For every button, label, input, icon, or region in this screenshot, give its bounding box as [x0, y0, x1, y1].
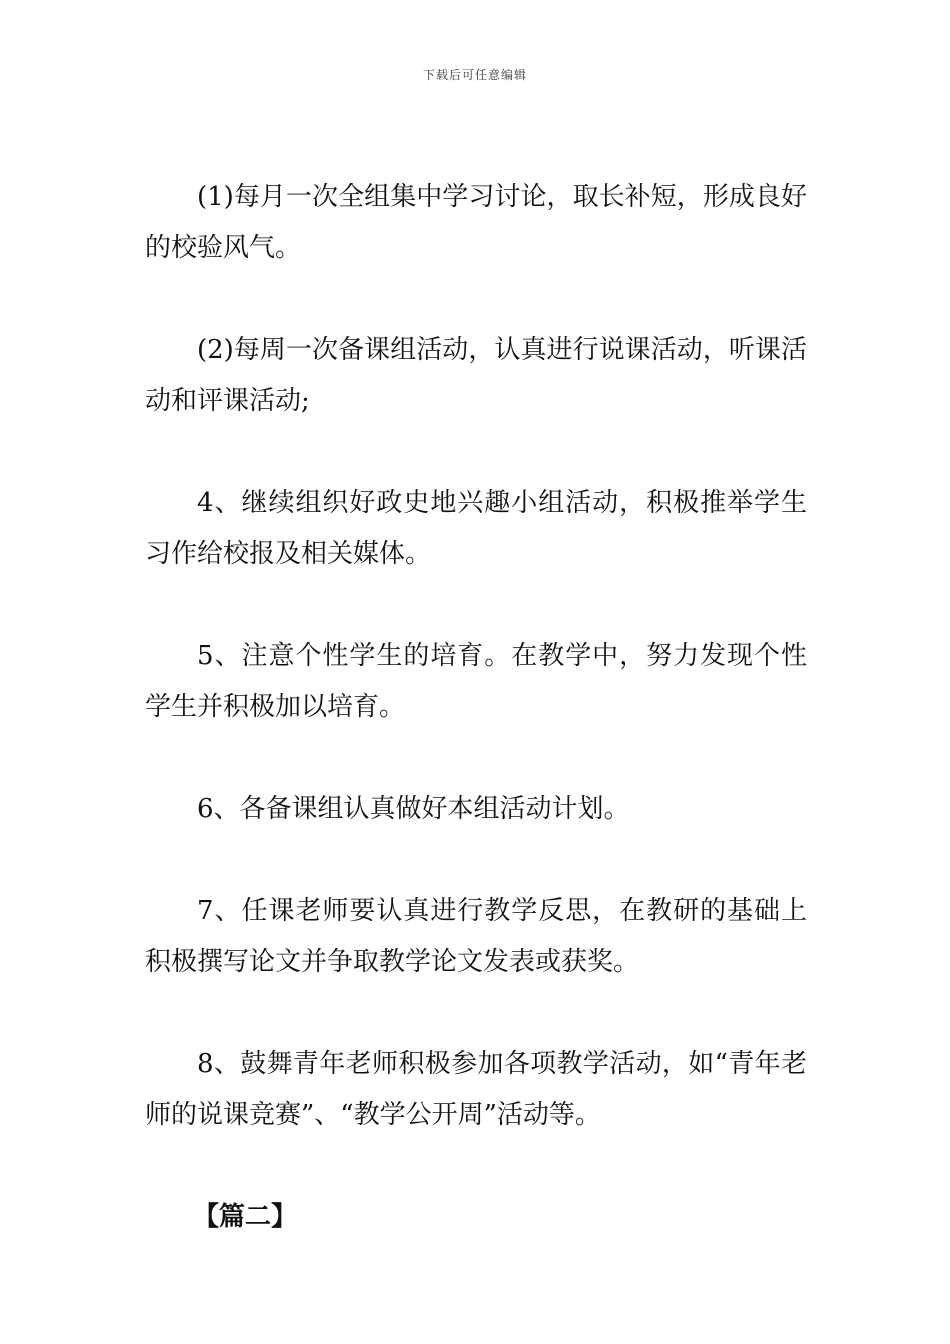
document-body — [145, 172, 807, 1243]
paragraph-1: (1)每月一次全组集中学习讨论，取长补短，形成良好的校验风气。 — [145, 182, 807, 263]
paragraph-2: (2)每周一次备课组活动，认真进行说课活动，听课活动和评课活动; — [145, 335, 807, 416]
paragraph-5: 6、各备课组认真做好本组活动计划。 — [197, 794, 630, 824]
paragraph-4: 5、注意个性学生的培育。在教学中，努力发现个性学生并积极加以培育。 — [145, 641, 807, 722]
paragraph-3: 4、继续组织好政史地兴趣小组活动，积极推举学生习作给校报及相关媒体。 — [145, 488, 807, 569]
paragraph-6: 7、任课老师要认真进行教学反思，在教研的基础上积极撰写论文并争取教学论文发表或获奖。 — [145, 896, 807, 977]
paragraph-7: 8、鼓舞青年老师积极参加各项教学活动，如“青年老师的说课竞赛”、“教学公开周”活动等。 — [145, 1049, 807, 1130]
section-heading: 【篇二】 — [193, 1202, 298, 1232]
page-header-note: 下载后可任意编辑 — [422, 68, 527, 82]
